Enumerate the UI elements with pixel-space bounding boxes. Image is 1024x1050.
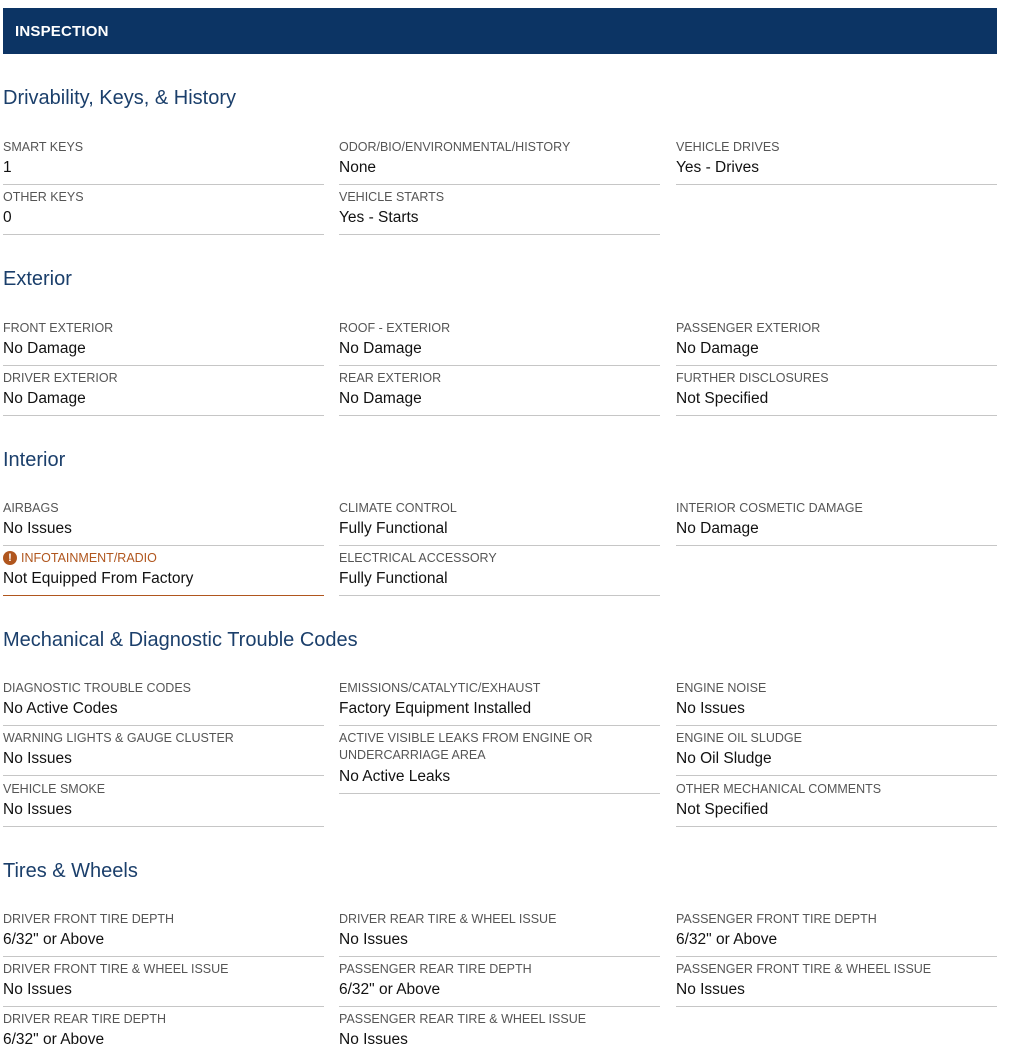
field-roof-exterior — [339, 320, 660, 366]
field-label: DRIVER REAR TIRE DEPTH — [3, 1012, 166, 1026]
field-value: Fully Functional — [339, 570, 448, 587]
field-label: OTHER KEYS — [3, 190, 84, 204]
field-smart-keys — [3, 139, 324, 185]
field-label: ACTIVE VISIBLE LEAKS FROM ENGINE OR UNDERCARRIAGE AREA — [339, 731, 593, 762]
field-value: Not Specified — [676, 801, 769, 818]
field-label: AIRBAGS — [3, 501, 59, 515]
field-label: ELECTRICAL ACCESSORY — [339, 551, 497, 565]
field-label: ODOR/BIO/ENVIRONMENTAL/HISTORY — [339, 140, 571, 154]
field-label: ENGINE NOISE — [676, 681, 767, 695]
field-label: INFOTAINMENT/RADIO — [21, 551, 157, 565]
field-value: Fully Functional — [339, 520, 448, 537]
field-value: Yes - Starts — [339, 209, 419, 226]
field-label: REAR EXTERIOR — [339, 371, 442, 385]
field-odor-bio-environmental-history — [339, 139, 660, 185]
field-driver-exterior — [3, 370, 324, 416]
field-passenger-rear-tire-wheel-issue — [339, 1011, 660, 1050]
field-passenger-front-tire-depth — [676, 911, 997, 957]
field-engine-noise — [676, 680, 997, 726]
section-title-tires-wheels: Tires & Wheels — [3, 860, 138, 882]
exclamation-circle-icon: ! — [3, 551, 17, 565]
field-value: No Damage — [3, 390, 86, 407]
field-value: Yes - Drives — [676, 159, 759, 176]
section-title-exterior: Exterior — [3, 268, 72, 290]
field-value: 6/32" or Above — [339, 981, 441, 998]
field-value: No Damage — [339, 390, 422, 407]
field-value: No Damage — [3, 340, 86, 357]
field-label: VEHICLE DRIVES — [676, 140, 780, 154]
field-label: PASSENGER FRONT TIRE DEPTH — [676, 912, 877, 926]
field-value: Not Equipped From Factory — [3, 570, 194, 587]
field-label: DRIVER FRONT TIRE DEPTH — [3, 912, 175, 926]
field-passenger-rear-tire-depth — [339, 961, 660, 1007]
field-label: PASSENGER EXTERIOR — [676, 321, 821, 335]
field-vehicle-starts — [339, 189, 660, 235]
field-label: ROOF - EXTERIOR — [339, 321, 451, 335]
field-further-disclosures — [676, 370, 997, 416]
field-warning-lights-gauge-cluster — [3, 730, 324, 776]
field-value: 6/32" or Above — [676, 931, 778, 948]
field-value: No Damage — [676, 520, 759, 537]
field-driver-front-tire-depth — [3, 911, 324, 957]
field-label: OTHER MECHANICAL COMMENTS — [676, 782, 882, 796]
field-label: INTERIOR COSMETIC DAMAGE — [676, 501, 863, 515]
field-label: PASSENGER REAR TIRE DEPTH — [339, 962, 532, 976]
field-label: SMART KEYS — [3, 140, 84, 154]
field-value: Not Specified — [676, 390, 769, 407]
field-vehicle-smoke — [3, 781, 324, 827]
field-value: 6/32" or Above — [3, 931, 105, 948]
field-label: ENGINE OIL SLUDGE — [676, 731, 802, 745]
field-other-keys — [3, 189, 324, 235]
field-climate-control — [339, 500, 660, 546]
field-label: PASSENGER FRONT TIRE & WHEEL ISSUE — [676, 962, 932, 976]
field-value: No Issues — [3, 520, 72, 537]
field-passenger-exterior — [676, 320, 997, 366]
field-driver-rear-tire-depth — [3, 1011, 324, 1050]
field-value: 1 — [3, 159, 12, 176]
field-value: Factory Equipment Installed — [339, 700, 532, 717]
field-value: No Issues — [676, 700, 745, 717]
field-label: VEHICLE SMOKE — [3, 782, 106, 796]
field-label: EMISSIONS/CATALYTIC/EXHAUST — [339, 681, 541, 695]
field-label: FRONT EXTERIOR — [3, 321, 114, 335]
field-value: No Issues — [676, 981, 745, 998]
field-label: VEHICLE STARTS — [339, 190, 445, 204]
field-other-mechanical-comments — [676, 781, 997, 827]
field-airbags — [3, 500, 324, 546]
field-label: DRIVER REAR TIRE & WHEEL ISSUE — [339, 912, 557, 926]
field-driver-front-tire-wheel-issue — [3, 961, 324, 1007]
inspection-header — [3, 8, 997, 54]
field-electrical-accessory — [339, 550, 660, 596]
field-label: WARNING LIGHTS & GAUGE CLUSTER — [3, 731, 234, 745]
section-title-drivability: Drivability, Keys, & History — [3, 87, 237, 109]
field-front-exterior — [3, 320, 324, 366]
field-engine-oil-sludge — [676, 730, 997, 776]
field-value: No Issues — [3, 801, 72, 818]
field-value: No Issues — [339, 931, 408, 948]
field-active-visible-leaks — [339, 730, 660, 794]
field-value: No Issues — [339, 1031, 408, 1048]
section-title-mechanical: Mechanical & Diagnostic Trouble Codes — [3, 629, 358, 651]
field-value: None — [339, 159, 377, 176]
field-label: DIAGNOSTIC TROUBLE CODES — [3, 681, 191, 695]
field-value: No Issues — [3, 981, 72, 998]
field-infotainment-radio — [3, 550, 324, 596]
field-label: DRIVER FRONT TIRE & WHEEL ISSUE — [3, 962, 229, 976]
field-value: No Damage — [339, 340, 422, 357]
inspection-header-title: INSPECTION — [15, 22, 109, 40]
field-value: 0 — [3, 209, 12, 226]
section-title-interior: Interior — [3, 449, 66, 471]
field-value: 6/32" or Above — [3, 1031, 105, 1048]
field-value: No Issues — [3, 750, 72, 767]
field-emissions-catalytic-exhaust — [339, 680, 660, 726]
field-label: FURTHER DISCLOSURES — [676, 371, 829, 385]
field-diagnostic-trouble-codes — [3, 680, 324, 726]
field-vehicle-drives — [676, 139, 997, 185]
field-value: No Active Leaks — [339, 768, 451, 785]
field-driver-rear-tire-wheel-issue — [339, 911, 660, 957]
field-value: No Active Codes — [3, 700, 118, 717]
field-label: DRIVER EXTERIOR — [3, 371, 118, 385]
field-label: PASSENGER REAR TIRE & WHEEL ISSUE — [339, 1012, 587, 1026]
field-rear-exterior — [339, 370, 660, 416]
field-value: No Damage — [676, 340, 759, 357]
field-label: CLIMATE CONTROL — [339, 501, 457, 515]
field-passenger-front-tire-wheel-issue — [676, 961, 997, 1007]
field-interior-cosmetic-damage — [676, 500, 997, 546]
field-value: No Oil Sludge — [676, 750, 772, 767]
